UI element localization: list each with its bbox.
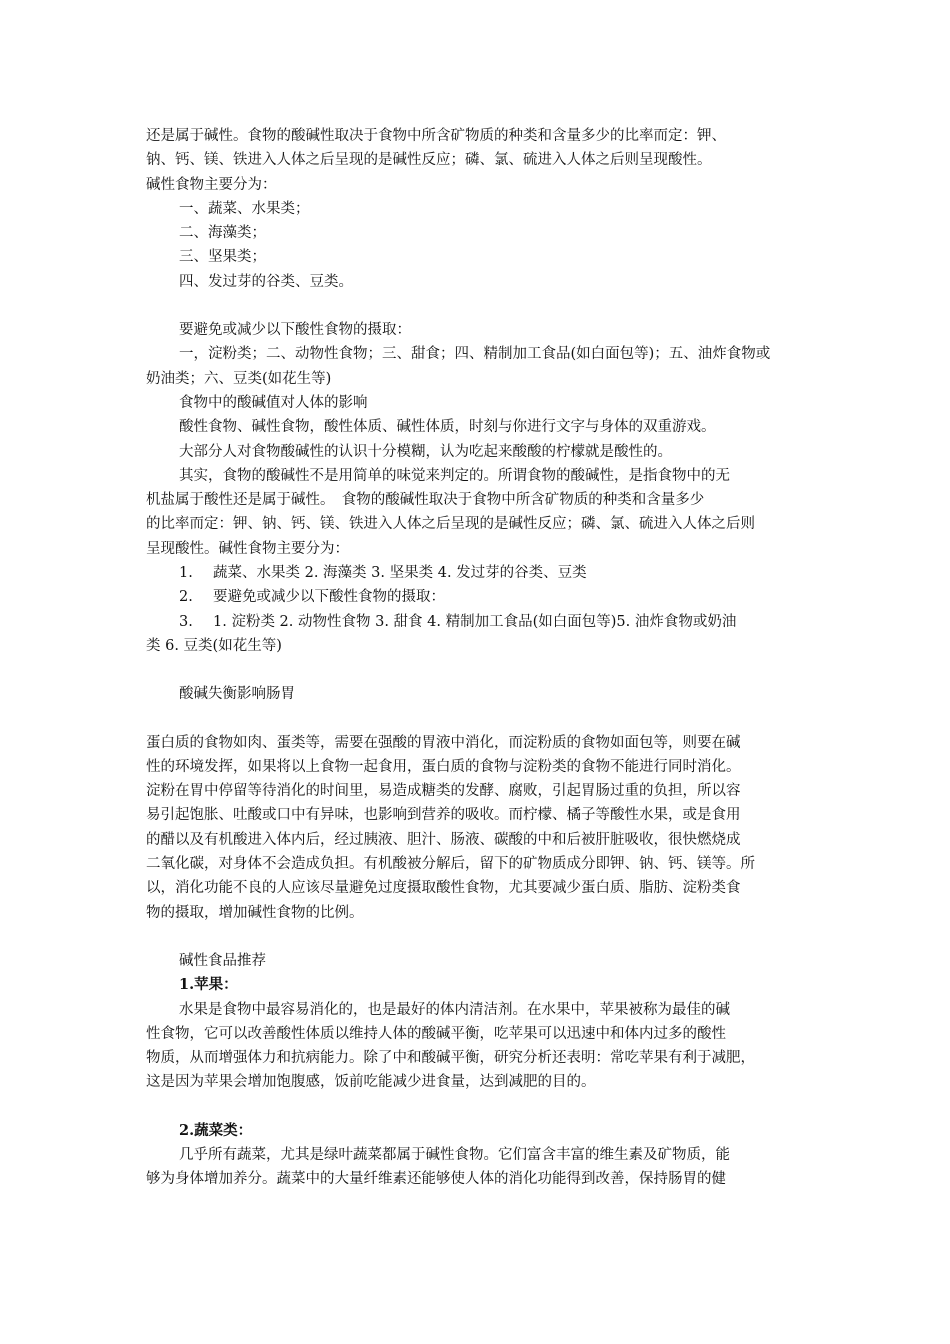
spacer bbox=[146, 707, 812, 731]
item-number: 1. bbox=[179, 565, 193, 582]
document-body bbox=[146, 124, 812, 1192]
text-line: 以，消化功能不良的人应该尽量避免过度摄取酸性食物，尤其要减少蛋白质、脂肪、淀粉类食 bbox=[146, 880, 741, 897]
text-line: 性的环境发挥，如果将以上食物一起食用，蛋白质的食物与淀粉类的食物不能进行同时消化。 bbox=[146, 758, 741, 775]
alkaline-list-item: 二、海藻类； bbox=[179, 225, 266, 242]
text-line: 易引起饱胀、吐酸或口中有异味，也影响到营养的吸收。而柠檬、橘子等酸性水果，或是食用 bbox=[146, 807, 741, 824]
text-line: 钠、钙、镁、铁进入人体之后呈现的是碱性反应；磷、氯、硫进入人体之后则呈现酸性。 bbox=[146, 152, 712, 169]
numbered-item bbox=[146, 585, 812, 609]
text-line: 其实，食物的酸碱性不是用简单的味觉来判定的。所谓食物的酸碱性，是指食物中的无 bbox=[179, 467, 730, 484]
text-line: 二氧化碳，对身体不会造成负担。有机酸被分解后，留下的矿物质成分即钾、钠、钙、镁等。所 bbox=[146, 856, 755, 873]
text-line: 淀粉在胃中停留等待消化的时间里，易造成糖类的发酵、腐败，引起胃肠过重的负担，所以容 bbox=[146, 783, 741, 800]
item-text: 蔬菜、水果类 2. 海藻类 3. 坚果类 4. 发过芽的谷类、豆类 bbox=[213, 565, 587, 582]
text-line: 够为身体增加养分。蔬菜中的大量纤维素还能够使人体的消化功能得到改善，保持肠胃的健 bbox=[146, 1171, 726, 1188]
text-line: 一，淀粉类；二、动物性食物；三、甜食；四、精制加工食品(如白面包等)；五、油炸食物或 bbox=[179, 346, 771, 363]
avoid-heading: 要避免或减少以下酸性食物的摄取： bbox=[179, 322, 411, 339]
vegetables-heading: 2.蔬菜类： bbox=[179, 1121, 253, 1139]
recommend-heading: 碱性食品推荐 bbox=[179, 952, 266, 969]
text-line: 的醋以及有机酸进入体内后，经过胰液、胆汁、肠液、碳酸的中和后被肝脏吸收，很快燃烧成 bbox=[146, 831, 741, 848]
text-line: 几乎所有蔬菜，尤其是绿叶蔬菜都属于碱性食物。它们富含丰富的维生素及矿物质，能 bbox=[179, 1146, 730, 1163]
text-line: 的比率而定：钾、钠、钙、镁、铁进入人体之后呈现的是碱性反应；磷、氯、硫进入人体之后则 bbox=[146, 516, 755, 533]
item-text: 1. 淀粉类 2. 动物性食物 3. 甜食 4. 精制加工食品(如白面包等)5. 油炸食物或奶油 bbox=[213, 613, 737, 630]
text-line: 机盐属于酸性还是属于碱性。 食物的酸碱性取决于食物中所含矿物质的种类和含量多少 bbox=[146, 492, 705, 509]
influence-heading: 食物中的酸碱值对人体的影响 bbox=[179, 394, 368, 411]
text-line: 还是属于碱性。食物的酸碱性取决于食物中所含矿物质的种类和含量多少的比率而定：钾、 bbox=[146, 128, 726, 144]
text-line: 物的摄取，增加碱性食物的比例。 bbox=[146, 904, 364, 921]
text-line: 类 6. 豆类(如花生等) bbox=[146, 637, 282, 654]
numbered-item bbox=[146, 610, 812, 634]
text-line: 蛋白质的食物如肉、蛋类等，需要在强酸的胃液中消化，而淀粉质的食物如面包等，则要在碱 bbox=[146, 734, 741, 751]
item-number: 2. bbox=[179, 589, 193, 606]
spacer bbox=[146, 1095, 812, 1119]
text-line: 呈现酸性。碱性食物主要分为： bbox=[146, 540, 349, 557]
text-line: 物质，从而增强体力和抗病能力。除了中和酸碱平衡，研究分析还表明：常吃苹果有利于减肥， bbox=[146, 1050, 755, 1067]
apple-heading: 1.苹果： bbox=[179, 976, 238, 994]
spacer bbox=[146, 294, 812, 318]
spacer bbox=[146, 658, 812, 682]
paragraph: 酸性食物、碱性食物，酸性体质、碱性体质，时刻与你进行文字与身体的双重游戏。 bbox=[179, 419, 716, 436]
item-text: 要避免或减少以下酸性食物的摄取： bbox=[213, 589, 445, 606]
item-number: 3. bbox=[179, 613, 193, 630]
paragraph: 大部分人对食物酸碱性的认识十分模糊，认为吃起来酸酸的柠檬就是酸性的。 bbox=[179, 443, 672, 460]
text-line: 奶油类；六、豆类(如花生等) bbox=[146, 370, 332, 387]
text-line: 性食物，它可以改善酸性体质以维持人体的酸碱平衡，吃苹果可以迅速中和体内过多的酸性 bbox=[146, 1025, 726, 1042]
text-line: 碱性食物主要分为： bbox=[146, 176, 277, 193]
alkaline-list-item: 一、蔬菜、水果类； bbox=[179, 200, 310, 217]
alkaline-list-item: 四、发过芽的谷类、豆类。 bbox=[179, 273, 353, 290]
imbalance-heading: 酸碱失衡影响肠胃 bbox=[179, 686, 295, 703]
text-line: 这是因为苹果会增加饱腹感，饭前吃能减少进食量，达到减肥的目的。 bbox=[146, 1074, 596, 1091]
text-line: 水果是食物中最容易消化的，也是最好的体内清洁剂。在水果中，苹果被称为最佳的碱 bbox=[179, 1001, 730, 1018]
alkaline-list-item: 三、坚果类； bbox=[179, 249, 266, 266]
numbered-item bbox=[146, 561, 812, 585]
spacer bbox=[146, 925, 812, 949]
